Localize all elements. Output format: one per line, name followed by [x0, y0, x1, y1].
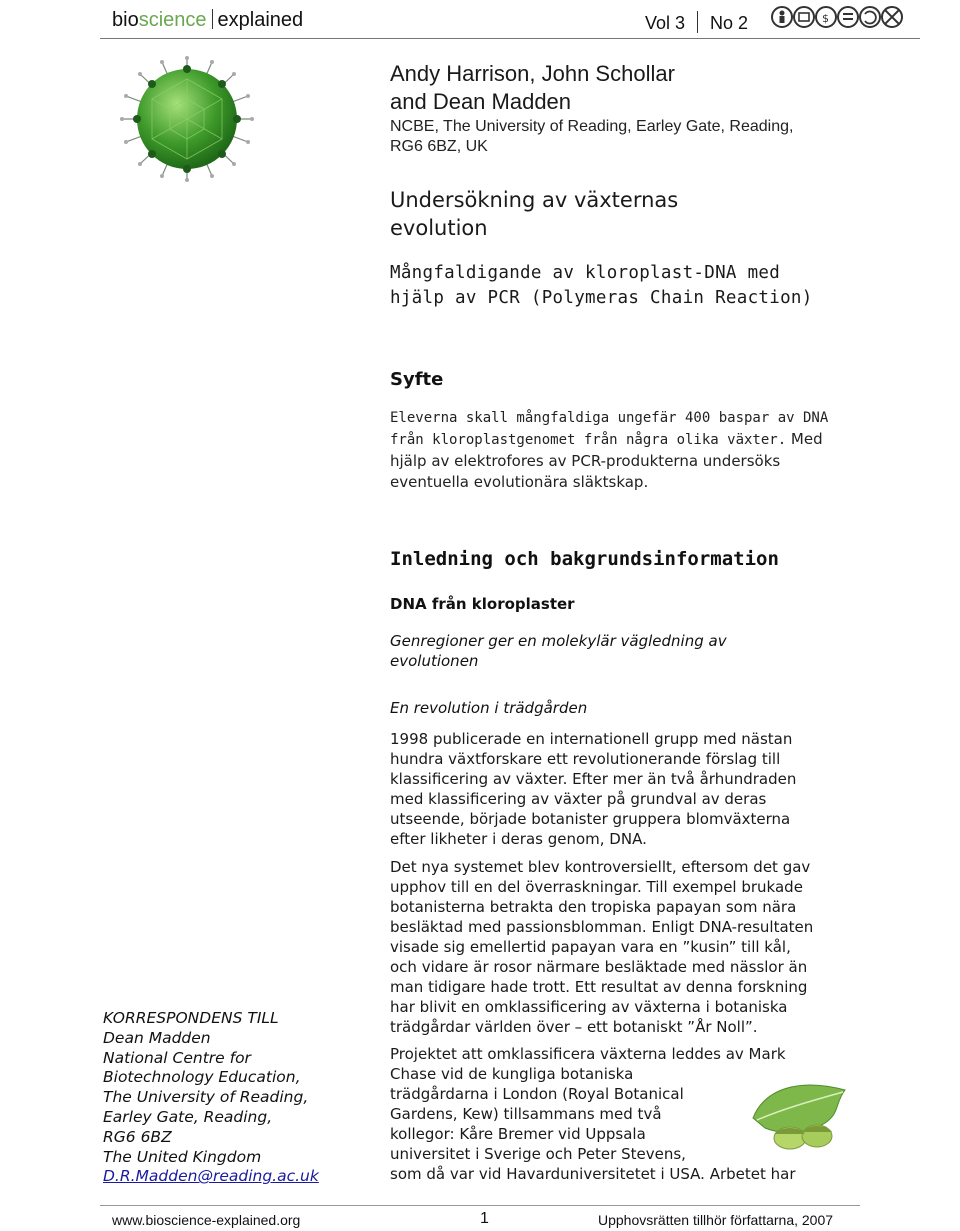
syfte-line-end: Med [786, 430, 823, 448]
subheading-revolution: En revolution i trädgården [390, 699, 588, 717]
syfte-line: från kloroplastgenomet från några olika växter. [390, 432, 787, 448]
paragraph-line: 1998 publicerade en internationell grupp med nästan [390, 730, 793, 748]
subtitle-line: Mångfaldigande av kloroplast-DNA med [390, 263, 781, 283]
paragraph-line: visade sig emellertid papayan vara en ”kusin” till kål, [390, 938, 791, 956]
email-link[interactable]: D.R.Madden@reading.ac.uk [103, 1167, 319, 1186]
author-names [390, 60, 675, 116]
volume-label: Vol 3 [645, 13, 686, 33]
paragraph-line: upphov till en del överraskningar. Till exempel brukade [390, 878, 803, 896]
affiliation-line: NCBE, The University of Reading, Earley Gate, Reading, [390, 118, 794, 135]
paragraph-line: och vidare är rosor närmare besläktade med nässlor än [390, 958, 808, 976]
section-heading-syfte: Syfte [390, 369, 444, 390]
author-line: and Dean Madden [390, 89, 572, 114]
correspondence-line: RG6 6BZ [103, 1127, 172, 1146]
paragraph-line: botanisterna betrakta den tropiska papayan som nära [390, 898, 797, 916]
paragraph-line: Det nya systemet blev kontroversiellt, eftersom det gav [390, 858, 811, 876]
paragraph-line: har blivit en omklassificering av växterna i botaniska [390, 998, 788, 1016]
paragraph-line: utseende, började botanister gruppera blomväxterna [390, 810, 791, 828]
paragraph-line: klassificering av växter. Efter mer än två århundraden [390, 770, 797, 788]
issue-label: No 2 [710, 13, 749, 33]
correspondence-line: Biotechnology Education, [103, 1068, 301, 1087]
correspondence-line: Earley Gate, Reading, [103, 1107, 273, 1126]
volume-issue [645, 11, 748, 34]
paragraph-line: trädgårdarna i London (Royal Botanical [390, 1085, 684, 1103]
paragraph-1 [390, 729, 860, 849]
syfte-line: eventuella evolutionära släktskap. [390, 473, 649, 491]
correspondence-line: The United Kingdom [103, 1147, 262, 1166]
affiliation-line: RG6 6BZ, UK [390, 138, 488, 155]
paragraph-line: kollegor: Kåre Bremer vid Uppsala [390, 1125, 646, 1143]
paragraph-line: som då var vid Havarduniversitetet i USA. Arbetet har [390, 1165, 796, 1183]
paragraph-line: universitet i Sverige och Peter Stevens, [390, 1145, 686, 1163]
creative-commons-icons [770, 4, 906, 30]
correspondence-line: KORRESPONDENS TILL [103, 1009, 279, 1027]
correspondence-block [103, 1009, 319, 1187]
article-subtitle [390, 261, 813, 311]
title-line: Undersökning av växternas [390, 188, 679, 212]
header-divider [100, 38, 920, 39]
correspondence-line: National Centre for [103, 1048, 251, 1067]
correspondence-line: The University of Reading, [103, 1088, 309, 1107]
page-number: 1 [480, 1210, 489, 1227]
paragraph-line: Projektet att omklassificera växterna leddes av Mark [390, 1045, 786, 1063]
footer-copyright: Upphovsrätten tillhör författarna, 2007 [598, 1212, 834, 1228]
paragraph-line: besläktad med passionsblomman. Enligt DNA-resultaten [390, 918, 814, 936]
subtitle-line: hjälp av PCR (Polymeras Chain Reaction) [390, 288, 813, 308]
lead-line: Genregioner ger en molekylär vägledning av [390, 632, 727, 650]
brand-logo-text [112, 9, 303, 32]
syfte-line: hjälp av elektrofores av PCR-produkterna undersöks [390, 452, 781, 470]
nd-icon [838, 7, 858, 27]
lead-line: evolutionen [390, 652, 479, 670]
paragraph-line: Gardens, Kew) tillsammans med två [390, 1105, 662, 1123]
acorn-leaf-illustration-icon [745, 1078, 855, 1153]
author-affiliation [390, 117, 793, 157]
paragraph-line: med klassificering av växter på grundval av deras [390, 790, 767, 808]
title-line: evolution [390, 216, 488, 240]
subheading-dna: DNA från kloroplaster [390, 595, 575, 613]
volume-separator [697, 11, 698, 33]
paragraph-line: efter likheter i deras genom, DNA. [390, 830, 647, 848]
footer-url[interactable]: www.bioscience-explained.org [112, 1212, 301, 1228]
paragraph-line: hundra växtforskare ett revolutionerande förslag till [390, 750, 781, 768]
footer-divider [100, 1205, 860, 1206]
brand-separator [212, 9, 213, 29]
syfte-paragraph [390, 408, 860, 493]
section-heading-intro: Inledning och bakgrundsinformation [390, 548, 779, 570]
svg-text:$: $ [822, 12, 829, 25]
virus-illustration-icon [112, 54, 262, 184]
brand-part-science: science [138, 9, 207, 31]
by-icon [794, 7, 814, 27]
paragraph-line: Chase vid de kungliga botaniska [390, 1065, 634, 1083]
paragraph-line: trädgårdar världen över – ett botaniskt ”År Noll”. [390, 1018, 758, 1036]
paragraph-2 [390, 857, 860, 1037]
paragraph-line: man tidigare hade trott. Ett resultat av denna forskning [390, 978, 808, 996]
intro-lead [390, 631, 810, 671]
license-icons [770, 4, 906, 30]
brand-part-explained: explained [217, 9, 304, 31]
author-line: Andy Harrison, John Schollar [390, 61, 675, 86]
syfte-line: Eleverna skall mångfaldiga ungefär 400 baspar av DNA [390, 410, 829, 426]
article-title [390, 186, 678, 242]
correspondence-line: Dean Madden [103, 1028, 211, 1047]
brand-part-bio: bio [112, 9, 139, 31]
